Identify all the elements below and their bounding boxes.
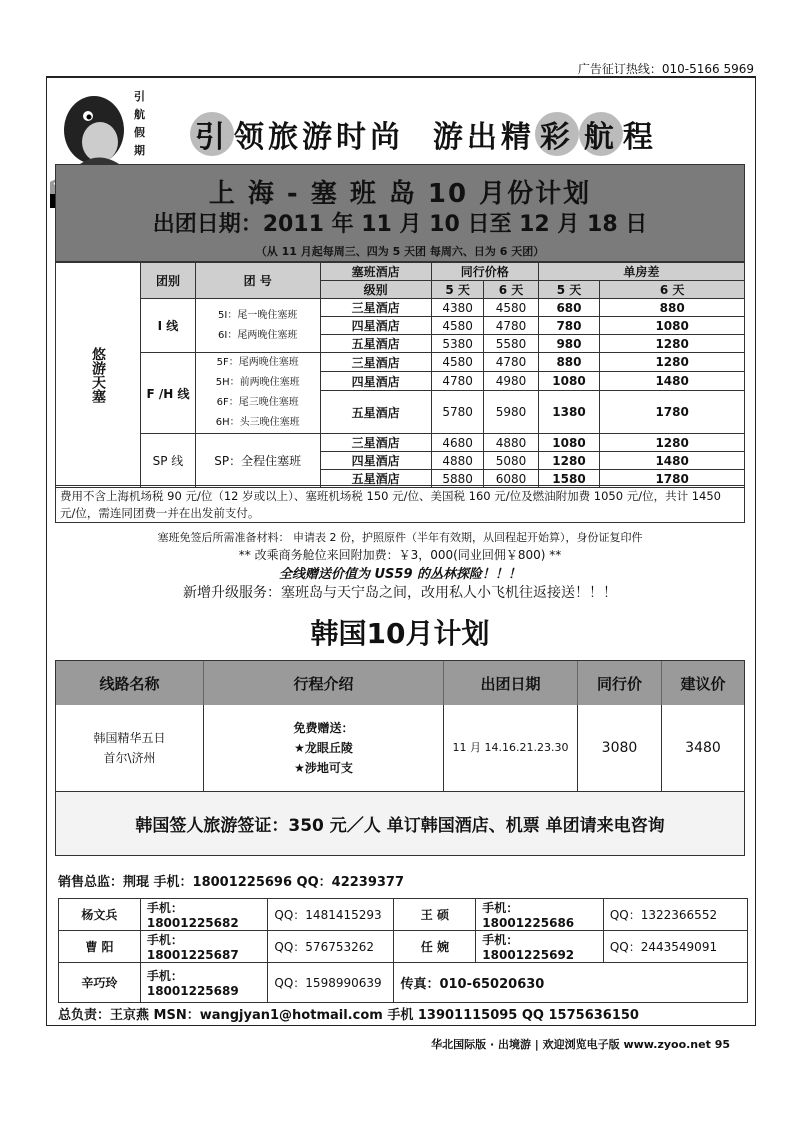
header-code: 团 号	[195, 263, 320, 299]
contact-qq: QQ：1322366552	[603, 899, 747, 931]
price-cell: 4980	[484, 372, 538, 391]
contact-phone: 手机：18001225692	[476, 931, 604, 963]
single-cell: 1280	[600, 353, 745, 372]
hotel-cell: 四星酒店	[320, 452, 431, 470]
header-hotel: 塞班酒店	[320, 263, 431, 281]
contacts-table	[58, 898, 748, 1003]
line-codes	[195, 299, 320, 353]
page-footer: 华北国际版 · 出境游 | 欢迎浏览电子版 www.zyoo.net 95	[431, 1038, 730, 1051]
plan-title: 上 海 - 塞 班 岛 10 月份计划	[208, 179, 592, 209]
korea-header-date: 出团日期	[444, 661, 578, 705]
price-cell: 4380	[431, 299, 484, 317]
single-cell: 1280	[600, 434, 745, 452]
header-level: 级别	[320, 281, 431, 299]
single-cell: 1480	[600, 372, 745, 391]
chief-contact: 总负责：王京燕 MSN：wangjyan1@hotmail.com 手机 13901115095 QQ 1575636150	[58, 1008, 639, 1023]
korea-header-peer: 同行价	[578, 661, 662, 705]
contact-name: 任 婉	[394, 931, 476, 963]
hotel-cell: 五星酒店	[320, 391, 431, 434]
route-line: 首尔\济州	[103, 751, 156, 765]
korea-suggest: 3480	[685, 740, 721, 756]
korea-title: 韩国10月计划	[310, 617, 490, 650]
hotel-cell: 四星酒店	[320, 372, 431, 391]
korea-header-route: 线路名称	[56, 661, 204, 705]
price-cell: 5380	[431, 335, 484, 353]
contact-qq: QQ：1598990639	[268, 963, 394, 1003]
korea-row	[56, 705, 744, 791]
code-item: 6F：尾三晚住塞班	[216, 397, 299, 408]
header-group: 团别	[141, 263, 196, 299]
intro-line: ★龙眼丘陵	[294, 741, 353, 755]
route-line: 韩国精华五日	[93, 731, 166, 745]
header-peer-5d: 5 天	[431, 281, 484, 299]
price-cell: 5580	[484, 335, 538, 353]
single-cell: 1780	[600, 470, 745, 488]
contact-phone: 手机：18001225682	[140, 899, 268, 931]
single-cell: 880	[600, 299, 745, 317]
price-cell: 5880	[431, 470, 484, 488]
table-row	[56, 299, 745, 317]
contact-name: 杨文兵	[59, 899, 141, 931]
intro-line: ★涉地可支	[294, 761, 353, 775]
line-codes	[195, 353, 320, 434]
code-item: 5F：尾两晚住塞班	[216, 357, 299, 368]
line-name: I 线	[141, 299, 196, 353]
intro-line: 免费赠送：	[293, 721, 354, 735]
region-label: 悠游天塞	[56, 263, 141, 488]
hotel-cell: 四星酒店	[320, 317, 431, 335]
korea-intro	[204, 705, 444, 791]
korea-table	[55, 660, 745, 856]
table-row	[56, 434, 745, 452]
price-cell: 4880	[484, 434, 538, 452]
price-cell: 4680	[431, 434, 484, 452]
korea-header	[56, 661, 744, 705]
single-cell: 980	[538, 335, 600, 353]
slogan-banner	[190, 110, 670, 158]
price-cell: 4780	[484, 353, 538, 372]
contact-name: 曹 阳	[59, 931, 141, 963]
logo-side-text: 引航假期	[134, 90, 145, 157]
korea-visa: 韩国签人旅游签证：350 元／人 单订韩国酒店、机票 单团请来电咨询	[56, 791, 744, 855]
korea-peer: 3080	[578, 705, 662, 791]
single-cell: 1580	[538, 470, 600, 488]
price-cell: 4580	[431, 317, 484, 335]
visa-materials: 塞班免签后所需准备材料： 申请表 2 份，护照原件（半年有效期，从回程起开始算），身份证复印件	[157, 531, 643, 544]
price-cell: 4780	[431, 372, 484, 391]
header-peer-price: 同行价格	[431, 263, 538, 281]
slogan-part-2: 程	[622, 120, 657, 155]
line-name: SP 线	[141, 434, 196, 488]
code-item: 5I：尾一晚住塞班	[218, 309, 298, 321]
line-name: F /H 线	[141, 353, 196, 434]
slogan-circle-3: 航	[579, 112, 623, 156]
price-cell: 6080	[484, 470, 538, 488]
single-cell: 1780	[600, 391, 745, 434]
korea-header-suggest: 建议价	[680, 674, 726, 693]
contact-name: 王 硕	[394, 899, 476, 931]
hotel-cell: 五星酒店	[320, 335, 431, 353]
single-cell: 880	[538, 353, 600, 372]
single-cell: 1080	[600, 317, 745, 335]
korea-date: 11 月 14.16.21.23.30	[444, 705, 578, 791]
contact-row	[59, 899, 748, 931]
header-single-6d: 6 天	[600, 281, 745, 299]
slogan-circle-2: 彩	[535, 112, 579, 156]
slogan-part-1: 领旅游时尚 游出精	[234, 120, 535, 155]
price-cell: 5980	[484, 391, 538, 434]
contact-row	[59, 931, 748, 963]
business-upgrade: ** 改乘商务舱位来回附加费：￥3，000(同业回佣￥800) **	[238, 548, 562, 562]
contact-phone: 手机：18001225689	[140, 963, 268, 1003]
hotel-cell: 三星酒店	[320, 434, 431, 452]
single-cell: 1080	[538, 434, 600, 452]
contact-phone: 手机：18001225687	[140, 931, 268, 963]
single-cell: 1080	[538, 372, 600, 391]
header-single-supplement: 单房差	[538, 263, 744, 281]
price-cell: 4580	[431, 353, 484, 372]
gift-promo: 全线赠送价值为 US59 的丛林探险！！！	[278, 567, 522, 582]
fax-number: 传真：010-65020630	[394, 963, 748, 1003]
price-cell: 4780	[484, 317, 538, 335]
code-item: 6H：头三晚住塞班	[215, 417, 300, 428]
single-cell: 1480	[600, 452, 745, 470]
price-cell: 4880	[431, 452, 484, 470]
slogan-circle-1: 引	[190, 112, 234, 156]
hotel-cell: 三星酒店	[320, 353, 431, 372]
single-cell: 780	[538, 317, 600, 335]
code-item: 5H：前两晚住塞班	[215, 377, 300, 388]
korea-header-intro: 行程介绍	[204, 661, 444, 705]
hotel-cell: 五星酒店	[320, 470, 431, 488]
contact-qq: QQ：576753262	[268, 931, 394, 963]
single-cell: 1280	[600, 335, 745, 353]
plan-title-band	[55, 164, 745, 262]
table-row	[56, 353, 745, 372]
single-cell: 680	[538, 299, 600, 317]
saipan-price-table	[55, 262, 745, 488]
korea-route	[56, 705, 204, 791]
ad-hotline: 广告征订热线：010-5166 5969	[577, 62, 754, 76]
plan-dates: 出团日期：2011 年 11 月 10 日至 12 月 18 日	[152, 212, 648, 237]
sales-director: 销售总监：荆琨 手机：18001225696 QQ：42239377	[58, 875, 405, 890]
header-single-5d: 5 天	[538, 281, 600, 299]
single-cell: 1380	[538, 391, 600, 434]
fee-notes: 费用不含上海机场税 90 元/位（12 岁或以上）、塞班机场税 150 元/位、美国税 160 元/位及燃油附加费 1050 元/位，共计 1450 元/位，需连同团费一并在出发前支付。	[55, 485, 745, 523]
header-peer-6d: 6 天	[484, 281, 538, 299]
line-codes: SP：全程住塞班	[195, 434, 320, 488]
contact-row	[59, 963, 748, 1003]
price-cell: 4580	[484, 299, 538, 317]
new-service: 新增升级服务：塞班岛与天宁岛之间，改用私人小飞机往返接送！！！	[183, 585, 617, 601]
contact-qq: QQ：2443549091	[603, 931, 747, 963]
plan-note: （从 11 月起每周三、四为 5 天团 每周六、日为 6 天团）	[255, 245, 545, 258]
price-cell: 5780	[431, 391, 484, 434]
contact-phone: 手机：18001225686	[476, 899, 604, 931]
contact-qq: QQ：1481415293	[268, 899, 394, 931]
contact-name: 辛巧玲	[59, 963, 141, 1003]
single-cell: 1280	[538, 452, 600, 470]
price-cell: 5080	[484, 452, 538, 470]
code-item: 6I：尾两晚住塞班	[218, 329, 298, 341]
hotel-cell: 三星酒店	[320, 299, 431, 317]
